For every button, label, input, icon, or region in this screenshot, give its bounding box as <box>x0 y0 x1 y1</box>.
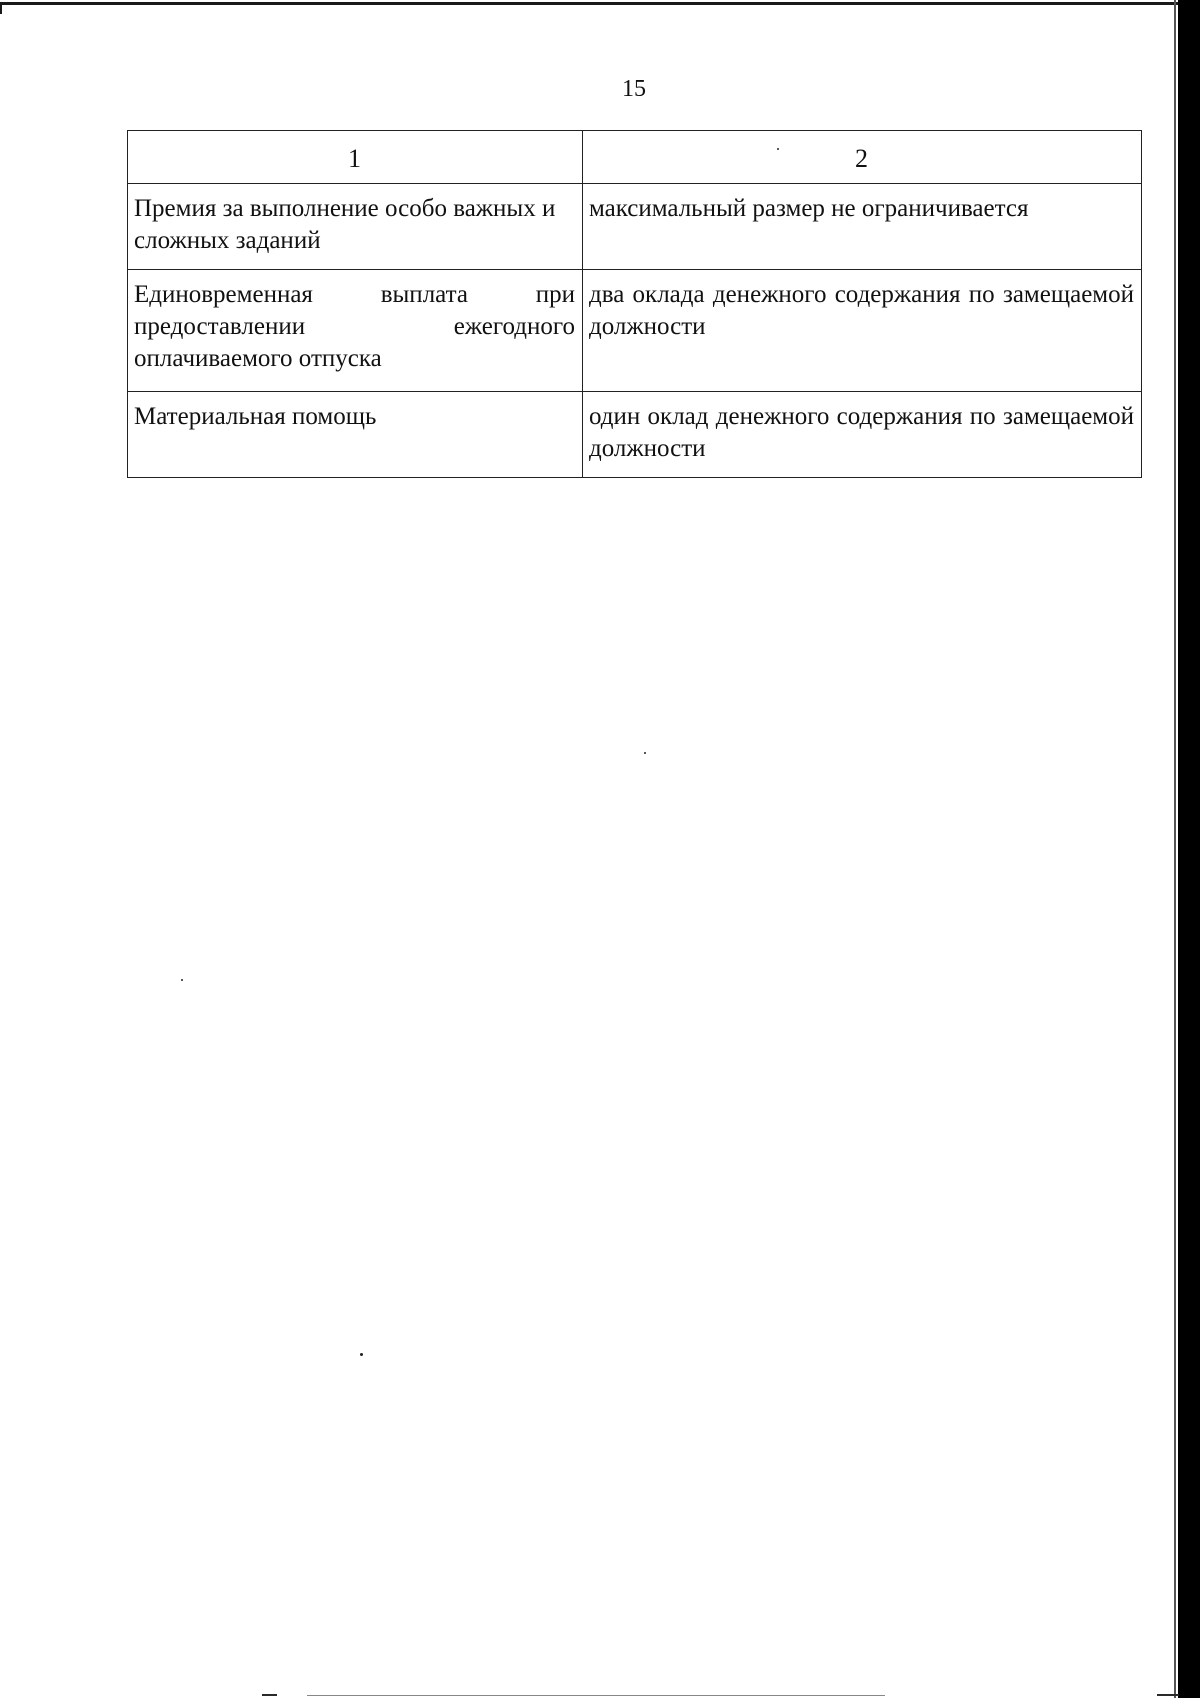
scan-speck <box>360 1353 363 1356</box>
table-row <box>128 270 1142 392</box>
scan-edge-bottom-left <box>262 1694 277 1696</box>
page-number: 15 <box>622 76 646 102</box>
scan-edge-right-inner <box>1174 0 1176 1698</box>
payment-type-cell: Единовременная выплата при предоставлении ежегодного оплачиваемого отпуска <box>128 270 583 392</box>
table-row <box>128 184 1142 270</box>
table-row <box>128 392 1142 478</box>
payment-amount-cell: максимальный размер не ограничивается <box>583 184 1142 270</box>
table-header-row <box>128 131 1142 184</box>
payment-amount-cell: один оклад денежного содержания по замещаемой должности <box>583 392 1142 478</box>
payments-table <box>127 130 1142 478</box>
payment-type-cell: Материальная помощь <box>128 392 583 478</box>
payment-type-cell: Премия за выполнение особо важных и сложных заданий <box>128 184 583 270</box>
scan-speck <box>644 752 646 754</box>
column-header-1: 1 <box>128 131 583 184</box>
column-header-2: 2 <box>583 131 1142 184</box>
scan-edge-right <box>1178 0 1200 1698</box>
scan-edge-top-tick <box>0 4 2 14</box>
scan-edge-top <box>0 2 1178 5</box>
scan-edge-bottom-right <box>1157 1694 1179 1696</box>
scan-edge-bottom-middle <box>307 1695 885 1696</box>
payment-amount-cell: два оклада денежного содержания по замещаемой должности <box>583 270 1142 392</box>
scan-speck <box>181 979 183 981</box>
